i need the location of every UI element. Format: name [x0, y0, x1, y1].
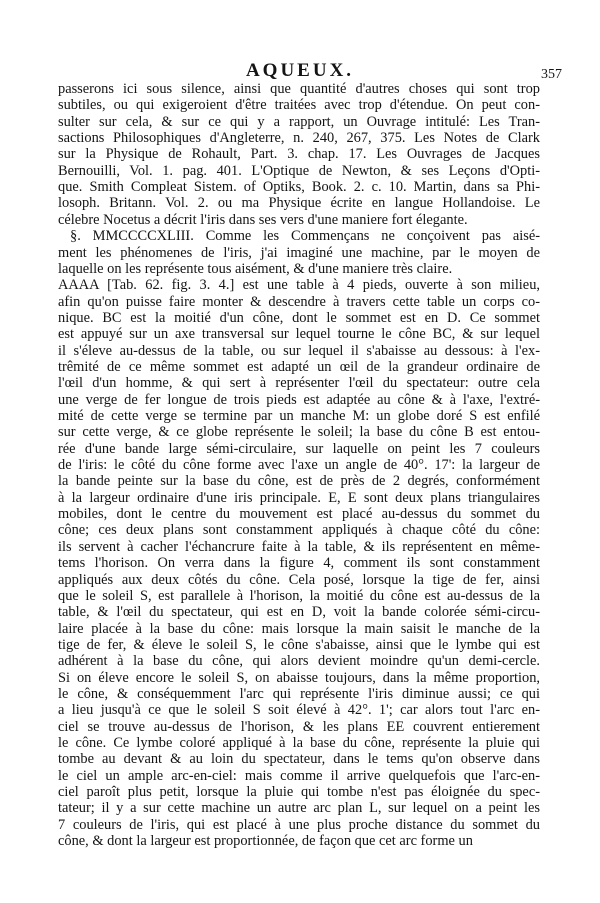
text-line: ciel se trouve au-dessus de l'horison, & les plans EE couvrent entierement [58, 718, 540, 735]
text-line: à la largeur ordinaire d'une iris principale. E, E sont deux plans triangulaires [58, 489, 540, 506]
text-line: l'œil d'un homme, & qui sert à représenter l'œil du spectateur: outre cela [58, 375, 540, 392]
text-line: le cône. Ce lymbe coloré appliqué à la base du cône, représente la pluie qui [58, 735, 540, 751]
text-line: rée d'une bande large sémi-circulaire, sur laquelle on peint les 7 couleurs [58, 440, 540, 457]
text-line: table, & l'œil du spectateur, qui est en D, voit la bande colorée sémi-circu- [58, 604, 540, 621]
text-line: subtiles, ou qui exigeroient d'être traitées avec trop d'étendue. On peut con- [58, 97, 540, 114]
text-line: Bernouilli, Vol. 1. pag. 401. L'Optique de Newton, & ses Leçons d'Opti- [58, 162, 540, 179]
text-line: le ciel un ample arc-en-ciel: mais comme il arrive quelquefois que l'arc-en- [58, 767, 540, 784]
text-line: ciel paroît plus petit, lorsque la pluie qui tombe n'est pas éloignée du spec- [58, 784, 540, 801]
text-line: une verge de fer longue de trois pieds est adaptée au cône & à l'axe, l'extré- [58, 391, 540, 408]
text-line: 7 couleurs de l'iris, qui est placé à une plus proche distance du sommet du [58, 816, 540, 833]
text-line: laire placée à la base du cône: mais lorsque la main saisit le manche de la [58, 620, 540, 637]
text-line: tige de fer, & éleve le soleil S, le cône s'abaisse, ainsi que le lymbe qui est [58, 636, 540, 653]
running-title: AQUEUX. [245, 60, 355, 81]
text-line: mobiles, dont le centre du mouvement est placé au-dessus du sommet du [58, 506, 540, 523]
text-line: ils servent à cacher l'échancrure faite à la table, & ils représentent en même- [58, 538, 540, 555]
text-line: AAAA [Tab. 62. fig. 3. 4.] est une table à 4 pieds, ouverte à son milieu, [58, 277, 540, 294]
text-line: §. MMCCCCXLIII. Comme les Commençans ne conçoivent pas aisé- [70, 228, 540, 245]
text-line: sactions Philosophiques d'Angleterre, n. 240, 267, 375. Les Notes de Clark [58, 130, 540, 147]
text-line: passerons ici sous silence, ainsi que quantité d'autres choses qui sont trop [58, 81, 540, 97]
text-line: sur la Physique de Rohault, Part. 3. chap. 17. Les Ouvrages de Jacques [58, 146, 540, 163]
text-line: a lieu jusqu'à ce que le soleil S soit élevé à 42°. 1'; car alors tout l'arc en- [58, 702, 540, 719]
page-number: 357 [541, 67, 562, 82]
text-line: le cône, & conséquemment l'arc qui représente l'iris diminue aussi; ce qui [58, 685, 540, 702]
text-line: que le soleil S, est parallele à l'horison, la moitié du cône est au-dessus de la [58, 587, 540, 604]
text-line: mité de cette verge se termine par un manche M: un globe doré S est enfilé [58, 408, 540, 424]
text-line: appliqués aux deux côtés du cône. Cela posé, lorsque la tige de fer, ainsi [58, 571, 540, 588]
text-line: la bande peinte sur la base du cône, est de près de 2 degrés, conformément [58, 473, 540, 490]
text-line: Si on éleve encore le soleil S, on abaisse toujours, dans la même proportion, [58, 669, 540, 686]
text-line: laquelle on les représente tous aisément, & d'une maniere très claire. [58, 260, 453, 277]
text-line: ment les phénomenes de l'iris, j'ai imaginé une machine, par le moyen de [58, 244, 540, 261]
text-line: tateur; il y a sur cette machine un autre arc plan L, sur lequel on a peint les [58, 800, 540, 817]
text-line: tems l'horison. On verra dans la figure 4, comment ils sont constamment [58, 555, 540, 572]
text-line: tombe au devant & au loin du spectateur, dans le tems qu'on observe dans [58, 751, 540, 768]
text-line: sur cette verge, & ce globe représente le soleil; la base du cône B est entou- [58, 424, 540, 441]
text-line: losoph. Britann. Vol. 2. ou ma Physique écrite en langue Hollandoise. Le [58, 195, 540, 212]
text-line: cône, & dont la largeur est proportionnée, de façon que cet arc forme un [58, 833, 473, 850]
text-line: trêmité de ce même sommet est adapté un œil de la grandeur ordinaire de [58, 358, 540, 375]
text-line: cône; ces deux plans sont constamment appliqués à chaque côté du cône: [58, 522, 540, 539]
text-line: sulter sur cela, & sur ce qui y a rapport, un Ouvrage intitulé: Les Tran- [58, 113, 540, 130]
text-line: de l'iris: le côté du cône forme avec l'axe un angle de 40°. 17': la largeur de [58, 457, 540, 474]
text-line: est appuyé sur un axe transversal sur lequel tourne le cône BC, & sur lequel [58, 326, 540, 343]
text-line: que. Smith Compleat Sistem. of Optiks, Book. 2. c. 10. Martin, dans sa Phi- [58, 179, 540, 196]
text-line: adhérent à la base du cône, qui alors devient moindre qu'un demi-cercle. [58, 653, 540, 670]
text-line: il s'éleve au-dessus de la table, ou sur lequel il s'abaisse au dessous: à l'ex- [58, 342, 540, 359]
text-line: nique. BC est la moitié d'un cône, dont le sommet est en D. Ce sommet [58, 309, 540, 326]
text-line: afin qu'on puisse faire monter & descendre à travers cette table un corps co- [58, 293, 540, 310]
text-line: célebre Nocetus a décrit l'iris dans ses vers d'une maniere fort élegante. [58, 211, 468, 228]
